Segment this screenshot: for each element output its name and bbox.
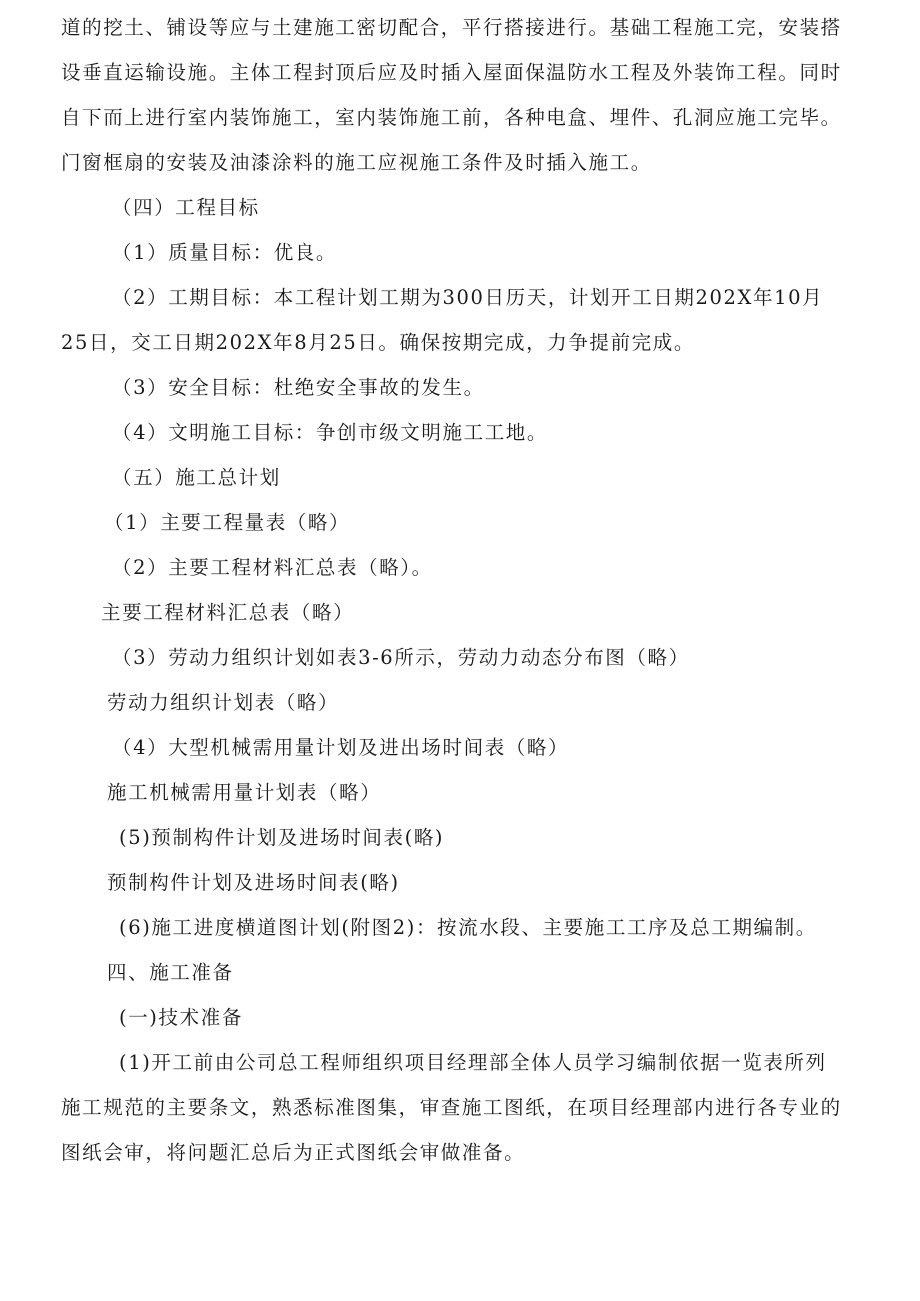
text-line: 设垂直运输设施。主体工程封顶后应及时插入屋面保温防水工程及外装饰工程。同时: [61, 61, 842, 84]
text-line: （3）安全目标：杜绝安全事故的发生。: [112, 376, 485, 399]
text-line: （4）文明施工目标：争创市级文明施工工地。: [112, 421, 549, 444]
text-line: （1）质量目标：优良。: [112, 241, 338, 264]
section-heading: （五）施工总计划: [112, 466, 281, 489]
section-heading: 四、施工准备: [107, 961, 234, 984]
text-line: 主要工程材料汇总表（略）: [101, 601, 355, 624]
text-line: 劳动力组织计划表（略）: [107, 691, 340, 714]
text-line: (1)开工前由公司总工程师组织项目经理部全体人员学习编制依据一览表所列: [119, 1051, 827, 1074]
text-line: (6)施工进度横道图计划(附图2)：按流水段、主要施工工序及总工期编制。: [119, 916, 817, 939]
text-line: （1）主要工程量表（略）: [104, 511, 351, 534]
text-line: 预制构件计划及进场时间表(略): [107, 871, 400, 894]
text-line: （2）主要工程材料汇总表（略）。: [112, 556, 433, 579]
text-line: 施工规范的主要条文，熟悉标准图集，审查施工图纸，在项目经理部内进行各专业的: [61, 1096, 842, 1119]
text-line: （2）工期目标：本工程计划工期为300日历天，计划开工日期202X年10月: [112, 286, 824, 309]
text-line: 图纸会审，将问题汇总后为正式图纸会审做准备。: [61, 1141, 526, 1164]
section-heading: (一)技术准备: [119, 1006, 243, 1029]
text-line: 施工机械需用量计划表（略）: [107, 781, 382, 804]
text-line: 自下而上进行室内装饰施工，室内装饰施工前，各种电盒、埋件、孔洞应施工完毕。: [61, 106, 842, 129]
text-line: 25日，交工日期202X年8月25日。确保按期完成，力争提前完成。: [61, 331, 695, 354]
section-heading: （四）工程目标: [112, 196, 260, 219]
text-line: 门窗框扇的安装及油漆涂料的施工应视施工条件及时插入施工。: [61, 151, 652, 174]
text-line: (5)预制构件计划及进场时间表(略): [119, 826, 445, 849]
text-line: 道的挖土、铺设等应与土建施工密切配合，平行搭接进行。基础工程施工完，安装搭: [61, 16, 842, 39]
text-line: （3）劳动力组织计划如表3-6所示，劳动力动态分布图（略）: [112, 646, 690, 669]
text-line: （4）大型机械需用量计划及进出场时间表（略）: [112, 736, 570, 759]
